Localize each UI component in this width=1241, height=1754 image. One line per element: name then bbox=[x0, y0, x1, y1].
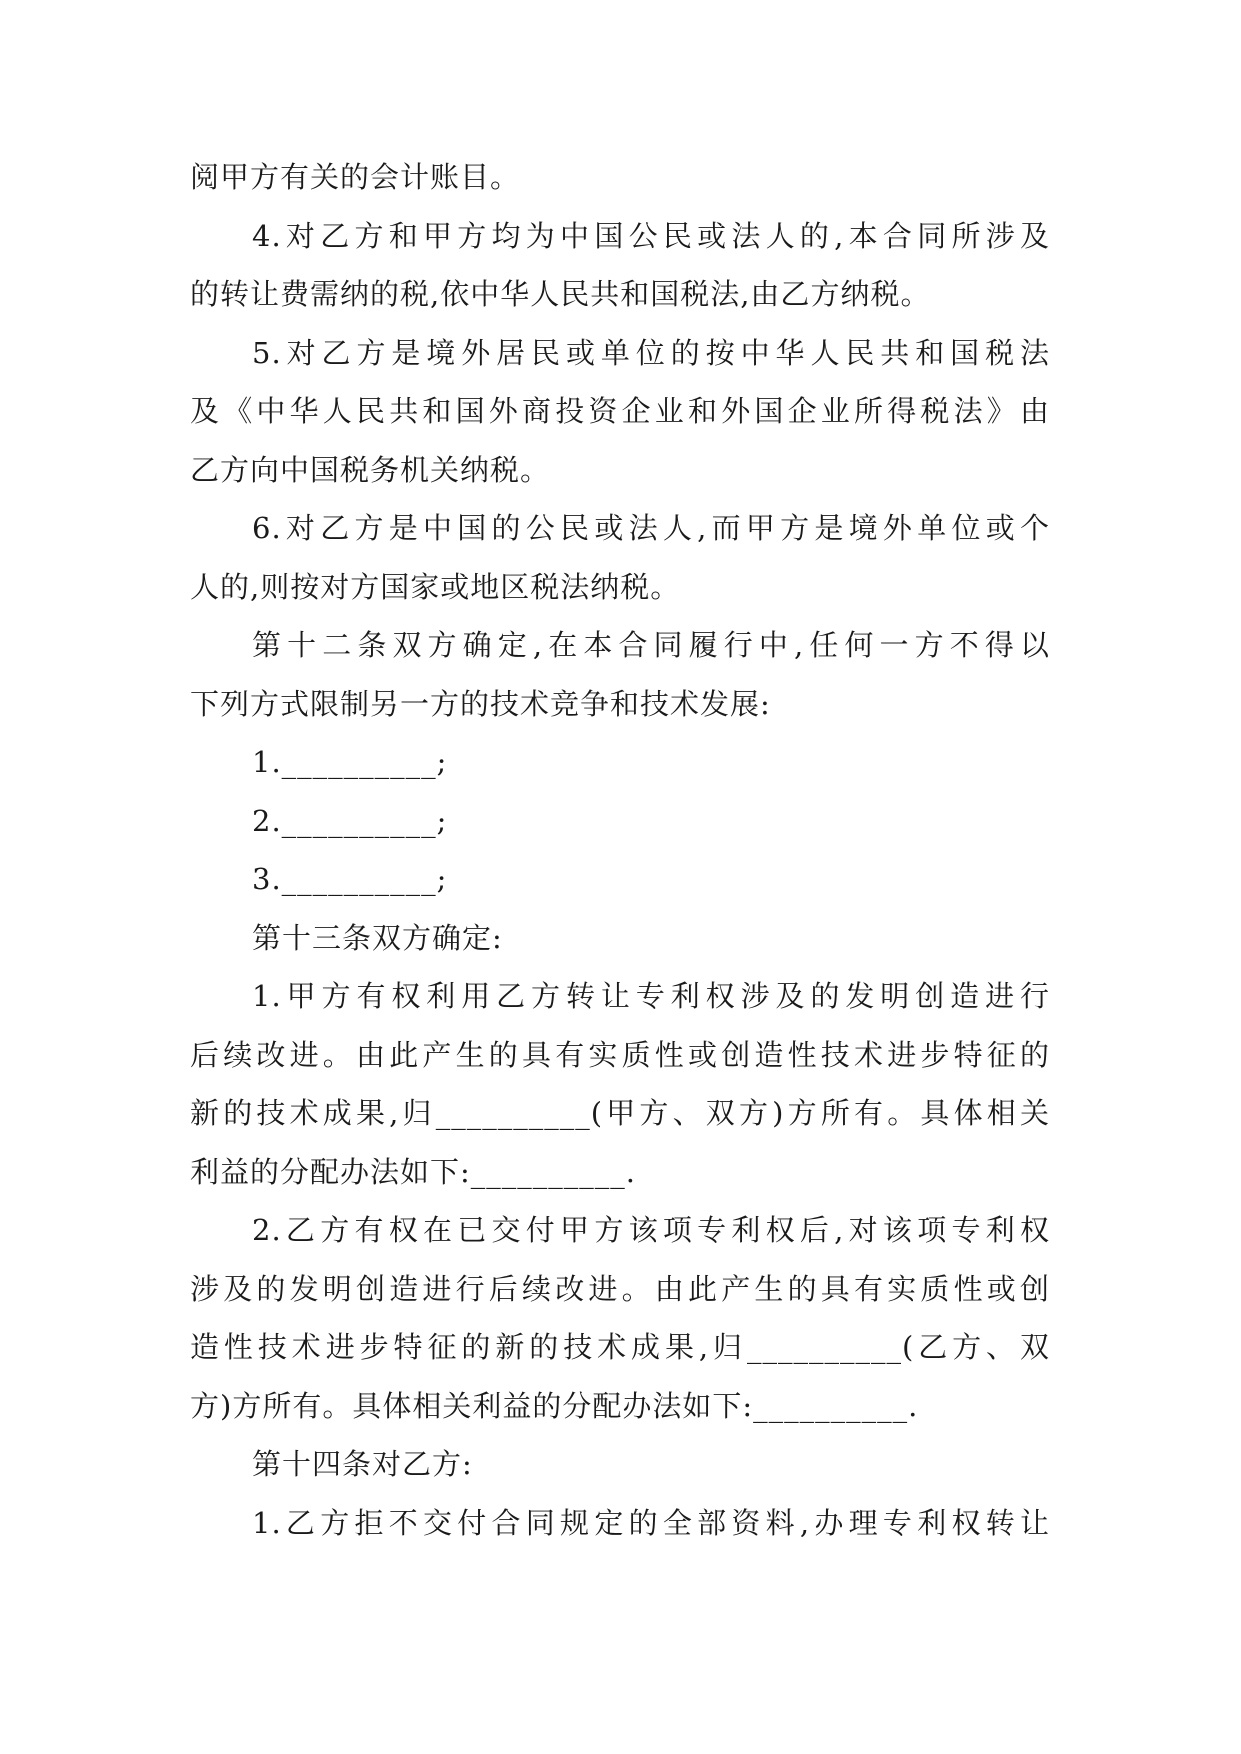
text-line: 阅甲方有关的会计账目。 bbox=[190, 160, 521, 194]
text-line: 6.对乙方是中国的公民或法人,而甲方是境外单位或个 bbox=[252, 511, 1050, 545]
text-line: 涉及的发明创造进行后续改进。由此产生的具有实质性或创 bbox=[190, 1271, 1050, 1306]
list-item: 3.__________; bbox=[252, 862, 448, 896]
text-line: 人的,则按对方国家或地区税法纳税。 bbox=[190, 569, 681, 604]
text-line: 2.乙方有权在已交付甲方该项专利权后,对该项专利权 bbox=[252, 1213, 1050, 1247]
document-page bbox=[190, 148, 1050, 1552]
text-line: 1.甲方有权利用乙方转让专利权涉及的发明创造进行 bbox=[252, 979, 1050, 1013]
text-line: 乙方向中国税务机关纳税。 bbox=[190, 452, 551, 487]
text-line: 下列方式限制另一方的技术竞争和技术发展: bbox=[190, 686, 771, 721]
section-heading: 第十三条双方确定: bbox=[252, 920, 503, 955]
list-item: 1.__________; bbox=[252, 745, 448, 779]
text-line: 方)方所有。具体相关利益的分配办法如下:__________. bbox=[190, 1388, 919, 1423]
text-line: 新的技术成果,归__________(甲方、双方)方所有。具体相关 bbox=[190, 1096, 1050, 1130]
text-line: 4.对乙方和甲方均为中国公民或法人的,本合同所涉及 bbox=[252, 218, 1050, 253]
text-line: 的转让费需纳的税,依中华人民共和国税法,由乙方纳税。 bbox=[190, 277, 931, 311]
text-line: 后续改进。由此产生的具有实质性或创造性技术进步特征的 bbox=[190, 1037, 1050, 1072]
text-line: 5.对乙方是境外居民或单位的按中华人民共和国税法 bbox=[252, 335, 1050, 370]
text-line: 1.乙方拒不交付合同规定的全部资料,办理专利权转让 bbox=[252, 1505, 1050, 1540]
list-item: 2.__________; bbox=[252, 803, 448, 838]
text-line: 第十二条双方确定,在本合同履行中,任何一方不得以 bbox=[252, 628, 1050, 662]
section-heading: 第十四条对乙方: bbox=[252, 1447, 473, 1481]
text-line: 造性技术进步特征的新的技术成果,归__________(乙方、双 bbox=[190, 1330, 1050, 1364]
text-line: 及《中华人民共和国外商投资企业和外国企业所得税法》由 bbox=[190, 394, 1050, 428]
text-line: 利益的分配办法如下:__________. bbox=[190, 1154, 636, 1189]
